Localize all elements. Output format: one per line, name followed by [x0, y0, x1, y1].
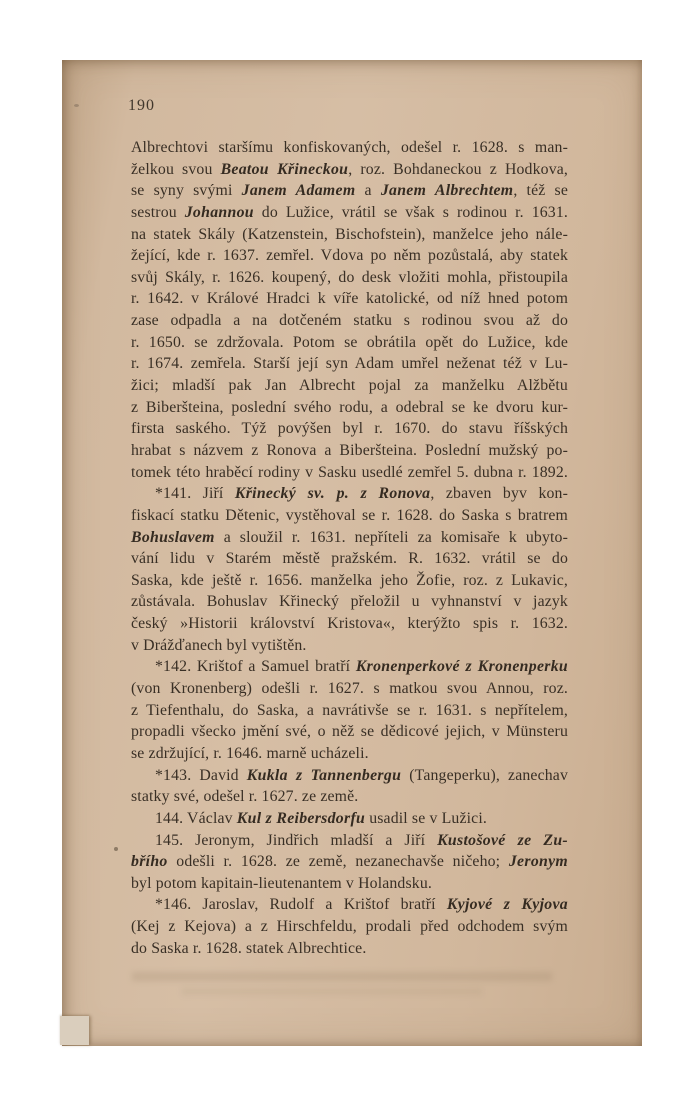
- emphasized-name: Johannou: [184, 203, 254, 221]
- text-run: byl potom kapitain-lieutenantem v Holandsku.: [131, 874, 432, 892]
- text-run: tomek této hraběcí rodiny v Sasku usedlé zemřel 5. dubna r. 1892.: [131, 463, 568, 481]
- page-text: [131, 137, 568, 959]
- text-run: , zbaven byv kon-: [430, 485, 568, 503]
- scan-speck: [114, 847, 118, 851]
- text-line: [131, 375, 568, 397]
- text-line: [131, 527, 568, 549]
- text-line: [131, 743, 568, 765]
- text-run: *141. Jiří: [155, 485, 235, 503]
- text-run: odešli r. 1628. ze země, nezanechavše ničeho;: [167, 853, 509, 871]
- text-line: [131, 765, 568, 787]
- emphasized-name: Kukla z Tannenbergu: [246, 766, 402, 784]
- text-line: [131, 245, 568, 267]
- emphasized-name: Beatou Křineckou: [220, 160, 349, 178]
- text-run: statky své, odešel r. 1627. ze země.: [131, 788, 359, 806]
- text-run: z Biberšteina, poslední svého rodu, a odebral se ke dvoru kur-: [131, 398, 568, 416]
- text-line: [131, 418, 568, 440]
- text-line: [131, 440, 568, 462]
- text-run: se syny svými: [131, 182, 242, 200]
- text-line: [131, 938, 568, 960]
- emphasized-name: Křinecký sv. p. z Ronova: [234, 485, 431, 503]
- text-line: [131, 678, 568, 700]
- show-through-smudge: [132, 972, 552, 981]
- text-run: želkou svou: [131, 160, 221, 178]
- text-line: [131, 505, 568, 527]
- text-line: [131, 462, 568, 484]
- text-line: [131, 180, 568, 202]
- text-run: český »Historii království Kristova«, kterýžto spis r. 1632.: [131, 615, 568, 633]
- emphasized-name: Janem Adamem: [241, 182, 356, 200]
- text-line: [131, 159, 568, 181]
- text-line: [131, 916, 568, 938]
- text-run: r. 1674. zemřela. Starší její syn Adam umřel neženat též v Lu-: [131, 355, 568, 373]
- text-line: [131, 483, 568, 505]
- text-line: [131, 700, 568, 722]
- text-run: usadil se v Lužici.: [365, 809, 487, 827]
- text-run: fiskací statku Dětenic, vystěhoval se r. 1628. do Saska s bratrem: [131, 506, 568, 524]
- emphasized-name: Kul z Reibersdorfu: [236, 809, 366, 827]
- emphasized-name: břího: [131, 853, 168, 871]
- text-line: [131, 591, 568, 613]
- text-run: vání lidu v Starém městě pražském. R. 1632. vrátil se do: [131, 550, 568, 568]
- text-run: (Kej z Kejova) a z Hirschfeldu, prodali před odchodem svým: [131, 918, 568, 936]
- text-run: r. 1650. se zdržovala. Potom se obrátila opět do Lužice, kde: [131, 333, 568, 351]
- text-run: a sloužil r. 1631. nepříteli za komisaře k ubyto-: [214, 528, 568, 546]
- text-run: *142. Krištof a Samuel bratří: [155, 658, 356, 676]
- text-run: 144. Václav: [155, 809, 237, 827]
- text-run: zase odpadla a na dotčeném statku s rodinou svou až do: [131, 312, 568, 330]
- text-line: [131, 267, 568, 289]
- text-line: [131, 224, 568, 246]
- text-run: hrabat s názvem z Ronova a Biberšteina. Poslední mužský po-: [131, 441, 568, 459]
- scan-speck: [74, 104, 79, 107]
- text-line: [131, 397, 568, 419]
- text-run: do Saska r. 1628. statek Albrechtice.: [131, 939, 367, 957]
- text-run: z Tiefenthalu, do Saska, a navrátivše se r. 1631. s nepřítelem,: [131, 701, 568, 719]
- text-line: [131, 786, 568, 808]
- text-run: a: [355, 182, 381, 200]
- emphasized-name: Jeronym: [508, 853, 568, 871]
- text-run: žející, kde r. 1637. zemřel. Vdova po něm pozůstalá, aby statek: [131, 247, 568, 265]
- text-run: zůstávala. Bohuslav Křinecký přeložil u vyhnanství v jazyk: [131, 593, 568, 611]
- text-run: *146. Jaroslav, Rudolf a Krištof bratří: [155, 896, 447, 914]
- emphasized-name: Kustošové ze Zu-: [437, 831, 568, 849]
- book-page: [62, 60, 642, 1046]
- emphasized-name: Kyjové z Kyjova: [446, 896, 568, 914]
- scan-artifact-square: [60, 1016, 89, 1045]
- text-run: v Drážďanech byl vytištěn.: [131, 636, 307, 654]
- text-run: , též se: [513, 182, 568, 200]
- text-line: [131, 353, 568, 375]
- text-run: firsta saského. Týž povýšen byl r. 1670. do stavu říšských: [131, 420, 568, 438]
- text-line: [131, 851, 568, 873]
- text-line: [131, 310, 568, 332]
- text-run: se zdržující, r. 1646. marně ucházeli.: [131, 744, 369, 762]
- text-run: *143. David: [155, 766, 247, 784]
- text-run: Albrechtovi staršímu konfiskovaných, odešel r. 1628. s man-: [131, 139, 568, 156]
- text-line: [131, 202, 568, 224]
- emphasized-name: Janem Albrechtem: [380, 182, 514, 200]
- text-line: [131, 137, 568, 159]
- show-through-smudge: [182, 988, 482, 995]
- text-line: [131, 613, 568, 635]
- emphasized-name: Kronenperkové z Kronenperku: [355, 658, 568, 676]
- text-run: (Tangeperku), zanechav: [401, 766, 568, 784]
- text-line: [131, 873, 568, 895]
- page-number: 190: [128, 97, 155, 114]
- text-run: r. 1642. v Králové Hradci k víře katolické, od níž hned potom: [131, 290, 568, 308]
- text-line: [131, 548, 568, 570]
- text-line: [131, 894, 568, 916]
- text-line: [131, 808, 568, 830]
- emphasized-name: Bohuslavem: [131, 528, 215, 546]
- text-run: na statek Skály (Katzenstein, Bischofstein), manželce jeho nále-: [131, 225, 568, 243]
- text-line: [131, 656, 568, 678]
- text-run: sestrou: [131, 203, 185, 221]
- text-line: [131, 570, 568, 592]
- text-run: žici; mladší pak Jan Albrecht pojal za manželku Alžbětu: [131, 377, 568, 395]
- text-run: do Lužice, vrátil se však s rodinou r. 1631.: [253, 203, 568, 221]
- text-line: [131, 830, 568, 852]
- text-line: [131, 288, 568, 310]
- text-run: 145. Jeronym, Jindřich mladší a Jiří: [155, 831, 438, 849]
- text-run: propadli všecko jmění své, o něž se dědicové jejich, v Münsteru: [131, 723, 568, 741]
- text-run: Saska, kde ještě r. 1656. manželka jeho Žofie, roz. z Lukavic,: [131, 571, 568, 589]
- text-run: (von Kronenberg) odešli r. 1627. s matkou svou Annou, roz.: [131, 680, 568, 698]
- text-line: [131, 635, 568, 657]
- text-run: , roz. Bohdaneckou z Hodkova,: [348, 160, 569, 178]
- text-run: svůj Skály, r. 1626. koupený, do desk vložiti mohla, přistoupila: [131, 268, 568, 286]
- text-line: [131, 332, 568, 354]
- text-line: [131, 721, 568, 743]
